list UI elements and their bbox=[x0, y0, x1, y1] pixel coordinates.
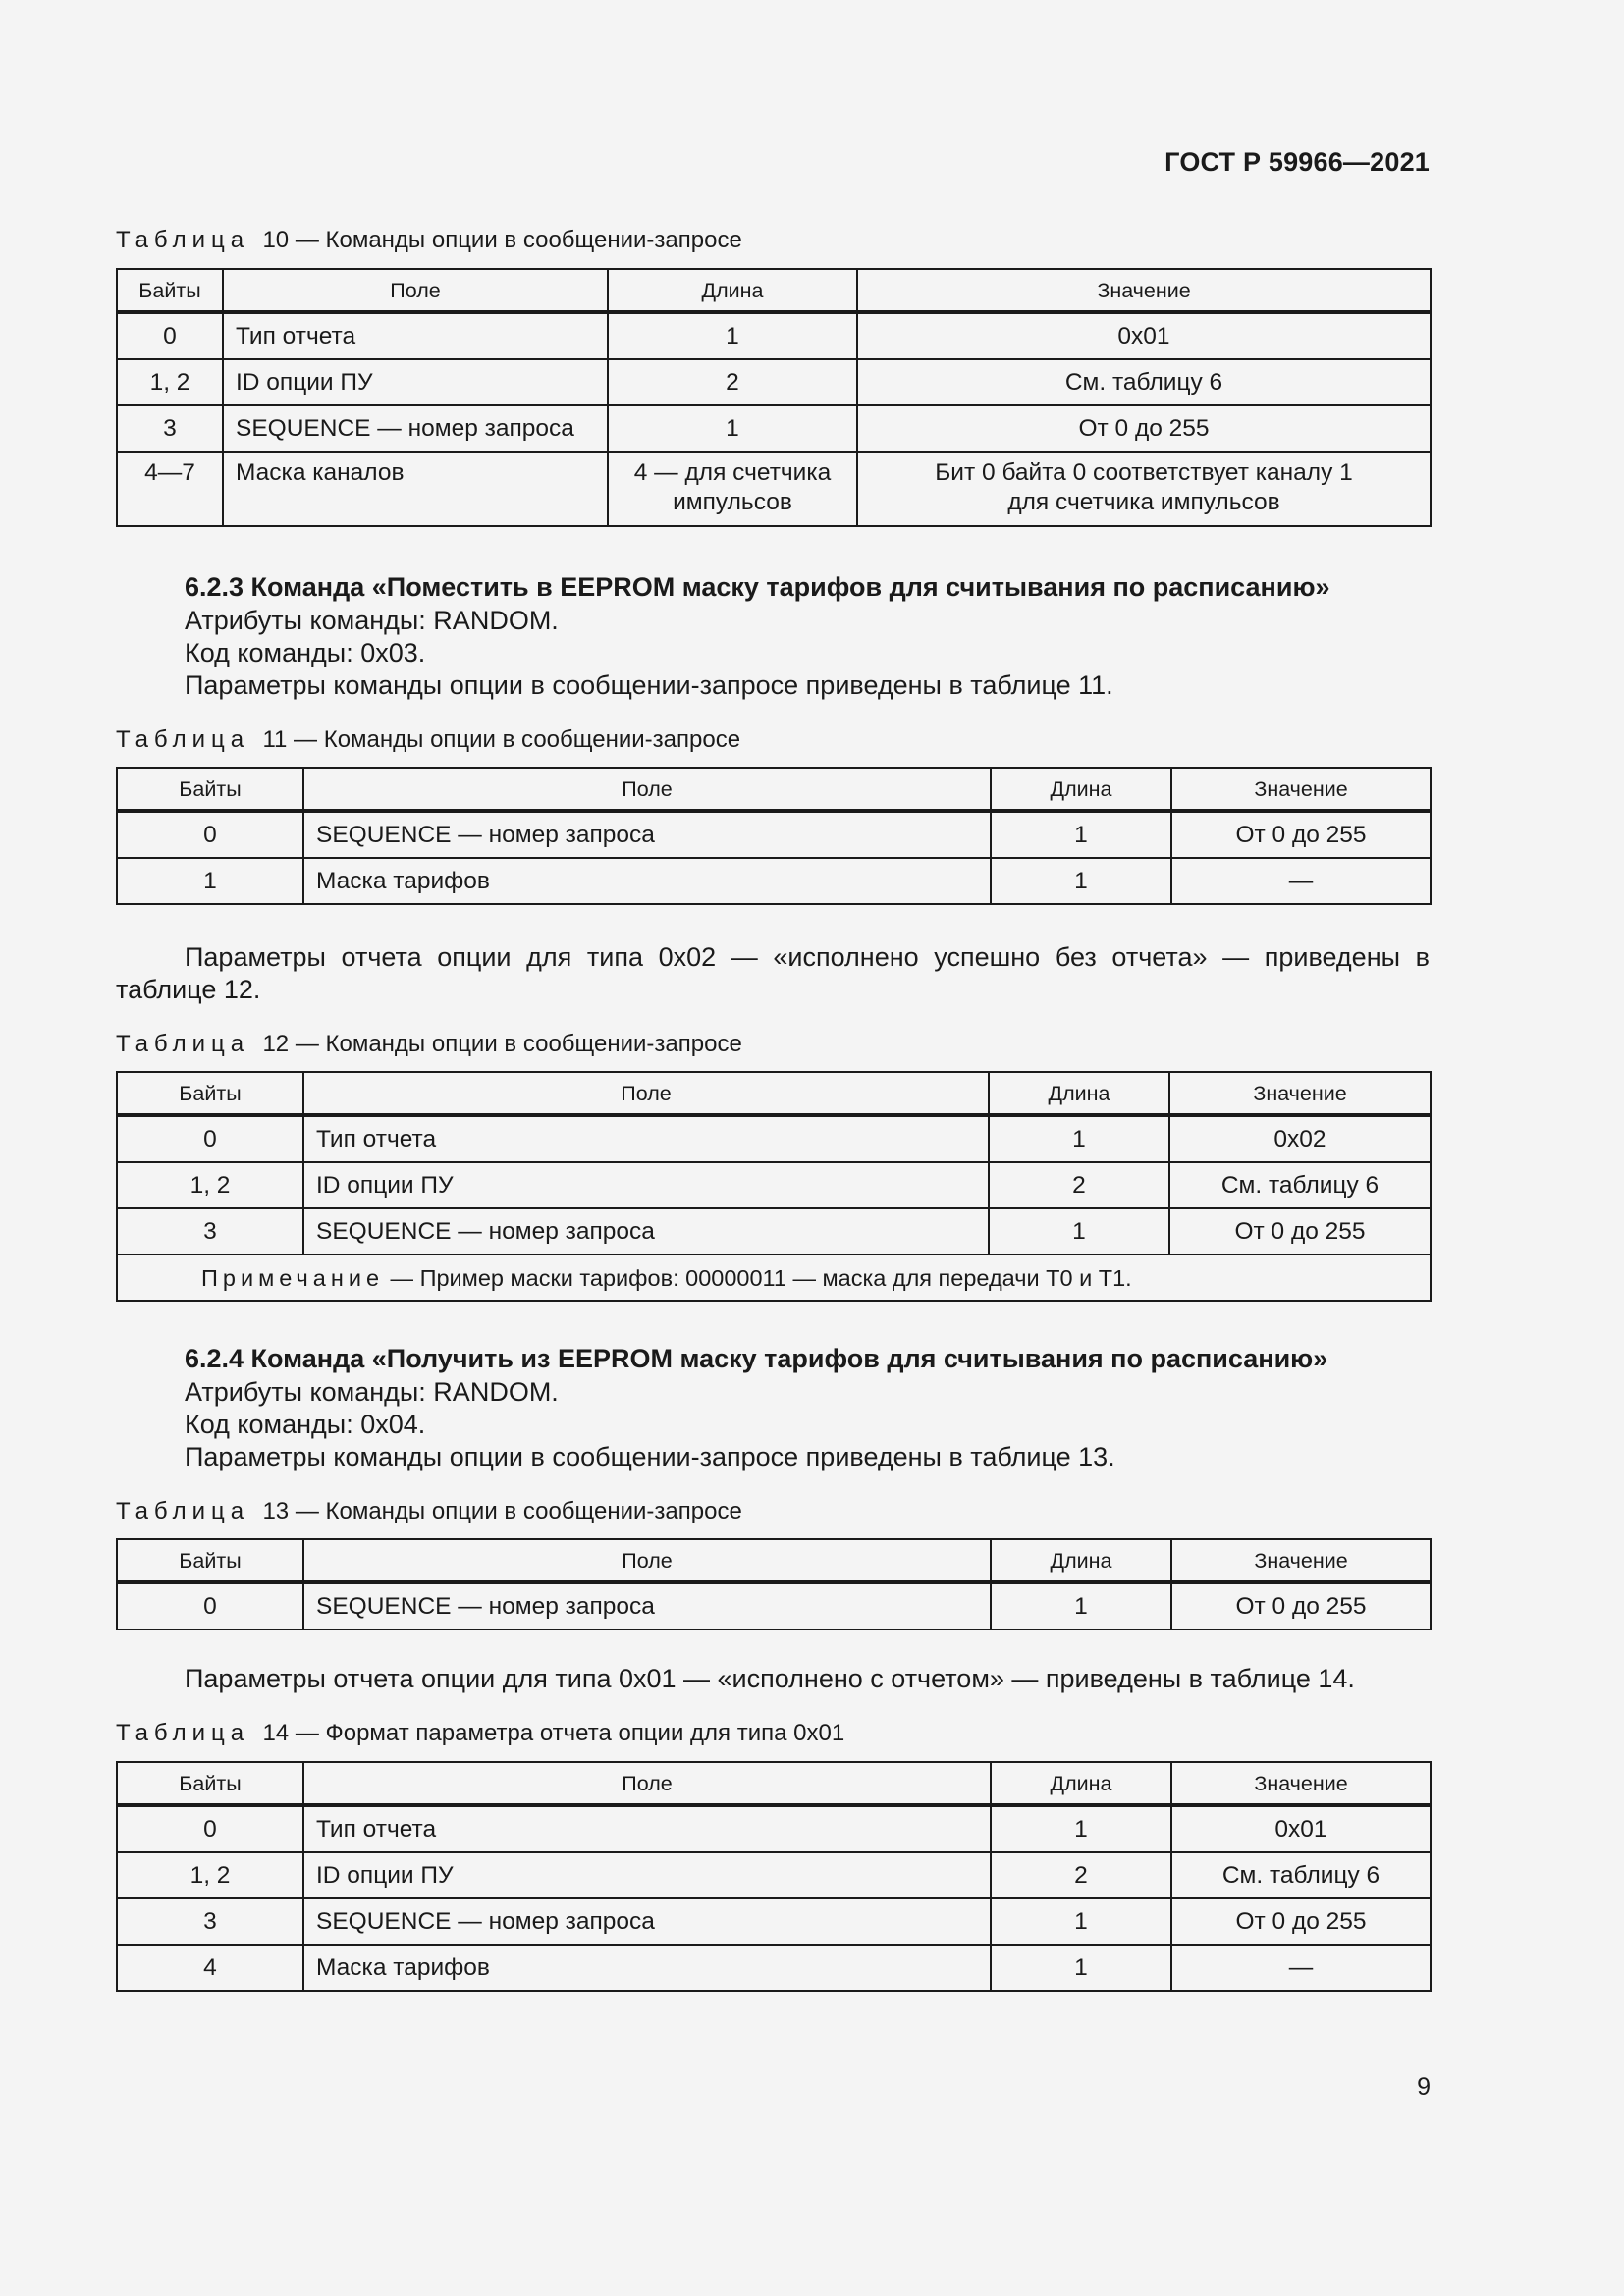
table-row: 4 Маска тарифов 1 — bbox=[117, 1945, 1431, 1991]
col-header-length: Длина bbox=[608, 269, 857, 312]
table-11 bbox=[116, 767, 1432, 905]
table-row: 0 SEQUENCE — номер запроса 1 От 0 до 255 bbox=[117, 811, 1431, 858]
table-row: 4—7 Маска каналов 4 — для счетчика импульсов Бит 0 байта 0 соответствует каналу 1 для счетчика импульсов bbox=[117, 452, 1431, 526]
table-row: 0 SEQUENCE — номер запроса 1 От 0 до 255 bbox=[117, 1582, 1431, 1629]
paragraph: Код команды: 0x03. bbox=[185, 638, 426, 667]
table-row: 1 Маска тарифов 1 — bbox=[117, 858, 1431, 904]
table-header-row: Байты Поле Длина Значение bbox=[117, 1539, 1431, 1582]
table-row: 1, 2 ID опции ПУ 2 См. таблицу 6 bbox=[117, 1162, 1431, 1208]
table-14 bbox=[116, 1761, 1432, 1992]
col-header-field: Поле bbox=[223, 269, 608, 312]
table-header-row: Байты Поле Длина Значение bbox=[117, 1072, 1431, 1115]
paragraph: Параметры отчета опции для типа 0x02 — «исполнено успешно без отчета» — приведены в таблице 12. bbox=[116, 942, 1430, 1004]
table-row: 0 Тип отчета 1 0x02 bbox=[117, 1115, 1431, 1162]
table-caption: Таблица 10 — Команды опции в сообщении-запросе bbox=[116, 227, 742, 253]
table-12 bbox=[116, 1071, 1432, 1302]
section-heading: 6.2.4 Команда «Получить из EEPROM маску тарифов для считывания по расписанию» bbox=[185, 1344, 1328, 1373]
table-row: 3 SEQUENCE — номер запроса 1 От 0 до 255 bbox=[117, 1898, 1431, 1945]
table-note-row bbox=[117, 1255, 1431, 1301]
table-row: 0 Тип отчета 1 0x01 bbox=[117, 1805, 1431, 1852]
page-number: 9 bbox=[1417, 2073, 1431, 2101]
paragraph: Параметры отчета опции для типа 0x01 — «исполнено с отчетом» — приведены в таблице 14. bbox=[185, 1664, 1355, 1693]
table-row: 0 Тип отчета 1 0x01 bbox=[117, 312, 1431, 359]
paragraph: Атрибуты команды: RANDOM. bbox=[185, 1377, 559, 1407]
standard-header: ГОСТ Р 59966—2021 bbox=[1164, 147, 1430, 177]
section-heading: 6.2.3 Команда «Поместить в EEPROM маску тарифов для считывания по расписанию» bbox=[185, 572, 1330, 602]
table-caption: Таблица 12 — Команды опции в сообщении-запросе bbox=[116, 1031, 742, 1057]
paragraph: Параметры команды опции в сообщении-запросе приведены в таблице 13. bbox=[185, 1442, 1115, 1471]
table-header-row: Байты Поле Длина Значение bbox=[117, 768, 1431, 811]
table-13 bbox=[116, 1538, 1432, 1630]
table-header-row: Байты Поле Длина Значение bbox=[117, 1762, 1431, 1805]
table-row: 3 SEQUENCE — номер запроса 1 От 0 до 255 bbox=[117, 1208, 1431, 1255]
table-row: 1, 2 ID опции ПУ 2 См. таблицу 6 bbox=[117, 1852, 1431, 1898]
table-caption: Таблица 14 — Формат параметра отчета опции для типа 0x01 bbox=[116, 1720, 845, 1746]
table-row: 3 SEQUENCE — номер запроса 1 От 0 до 255 bbox=[117, 405, 1431, 452]
col-header-bytes: Байты bbox=[117, 269, 223, 312]
table-row: 1, 2 ID опции ПУ 2 См. таблицу 6 bbox=[117, 359, 1431, 405]
table-10 bbox=[116, 268, 1432, 527]
table-header-row bbox=[117, 269, 1431, 312]
table-caption: Таблица 13 — Команды опции в сообщении-запросе bbox=[116, 1498, 742, 1524]
col-header-value: Значение bbox=[857, 269, 1431, 312]
paragraph: Атрибуты команды: RANDOM. bbox=[185, 606, 559, 635]
table-caption: Таблица 11 — Команды опции в сообщении-запросе bbox=[116, 726, 741, 753]
paragraph: Код команды: 0x04. bbox=[185, 1410, 426, 1439]
paragraph: Параметры команды опции в сообщении-запросе приведены в таблице 11. bbox=[185, 670, 1113, 700]
table-note: Примечание — Пример маски тарифов: 00000011 — маска для передачи Т0 и Т1. bbox=[117, 1255, 1431, 1301]
